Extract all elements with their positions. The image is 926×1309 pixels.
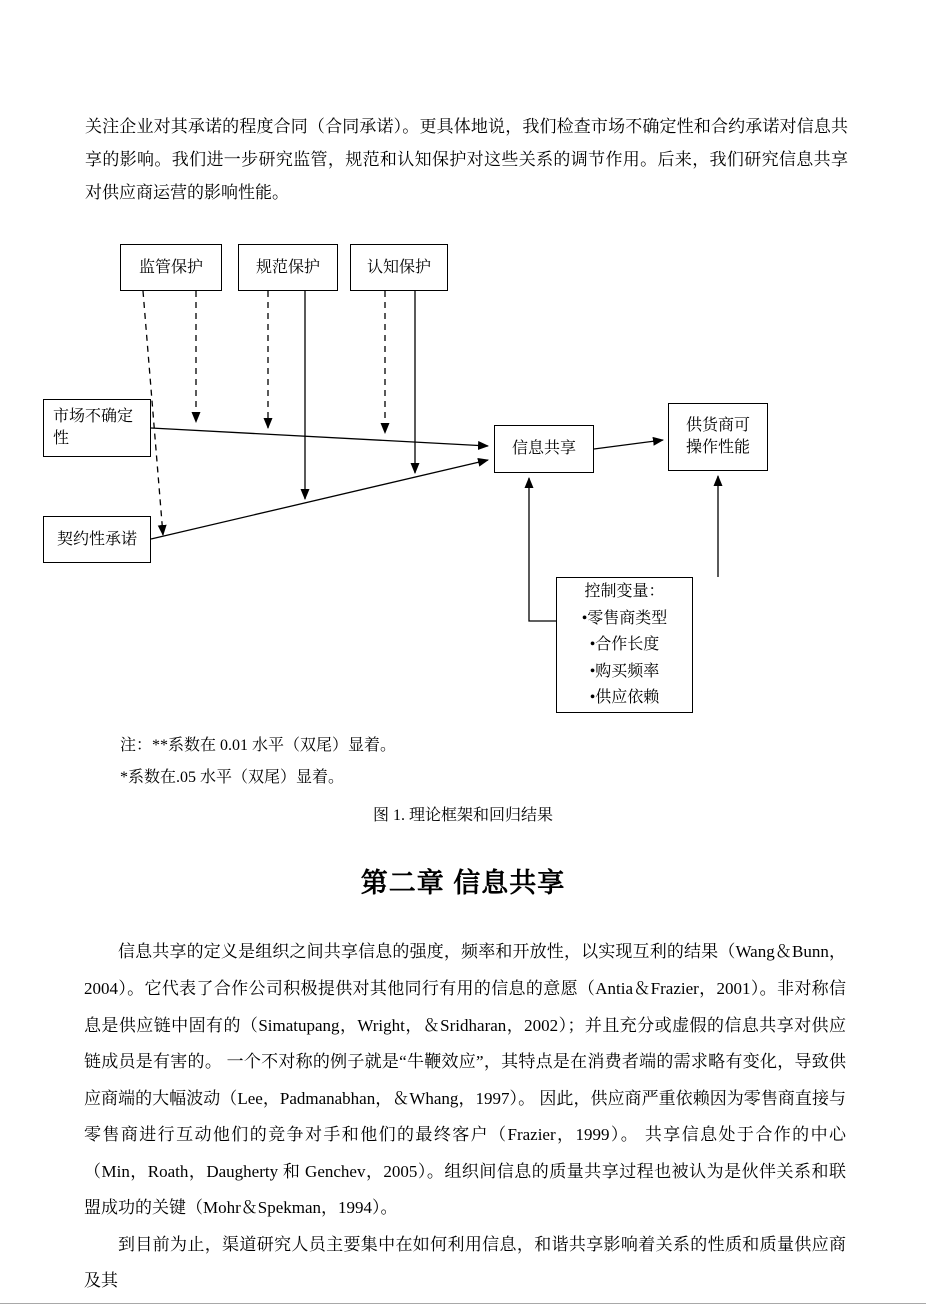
figure-notes: [0, 730, 926, 794]
arrow-contract-to-information-sharing: [151, 460, 488, 539]
box-label: 信息共享: [511, 440, 576, 458]
figure-diagram: [0, 229, 926, 716]
control-variable-item: •合作长度: [589, 636, 660, 654]
control-variable-item: •零售商类型: [581, 609, 668, 627]
intro-paragraph: 关注企业对其承诺的程度合同（合同承诺）。更具体地说，我们检查市场不确定性和合约承诺对信息共享的影响。我们进一步研究监管，规范和认知保护对这些关系的调节作用。后来，我们研究信息共享对供应商运营的影响性能。: [85, 117, 848, 203]
box-information-sharing: [494, 425, 594, 473]
arrow-information-to-supplier-performance: [594, 440, 663, 449]
box-label: 监管保护: [138, 258, 203, 276]
box-label: 操作性能: [685, 439, 750, 457]
box-contractual-commitment: [43, 516, 151, 563]
box-market-uncertainty: [43, 399, 151, 457]
chapter-heading: 第二章 信息共享: [360, 868, 566, 899]
box-regulatory-protection: [120, 244, 222, 291]
box-supplier-performance: [668, 403, 768, 471]
control-variable-item: •购买频率: [589, 662, 660, 680]
note-significance-05: *系数在.05 水平（双尾）显着。: [120, 769, 345, 787]
figure-caption: 图 1. 理论框架和回归结果: [372, 807, 553, 825]
control-variables-title: 控制变量：: [584, 583, 665, 601]
box-cognitive-protection: [350, 244, 448, 291]
note-significance-01: 注：**系数在 0.01 水平（双尾）显着。: [120, 737, 397, 755]
box-label: 市场不确定: [53, 408, 134, 426]
body-paragraph-2: 到目前为止，渠道研究人员主要集中在如何利用信息，和谐共享影响着关系的性质和质量供应商及其: [84, 1234, 846, 1291]
arrow-controls-to-information-sharing: [529, 478, 556, 621]
box-label: 认知保护: [366, 258, 431, 276]
arrow-market-to-information-sharing: [151, 428, 488, 446]
box-label: 契约性承诺: [56, 530, 137, 548]
box-normative-protection: [238, 244, 338, 291]
control-variable-item: •供应依赖: [589, 689, 660, 706]
box-label: 性: [53, 430, 70, 448]
box-control-variables: [556, 577, 693, 713]
body-paragraph-1: 信息共享的定义是组织之间共享信息的强度，频率和开放性，以实现互利的结果（Wang＆Bunn，2004）。它代表了合作公司积极提供对其他同行有用的信息的意愿（Antia＆Frazier，2001）。非对称信息是供应链中固有的（Simatupang，Wright，＆Sridharan，2002）；并且充分或虚假的信息共享对供应链成员是有害的。 一个不对称的例子就是“牛鞭效应”，其特点是在消费者端的需求略有变化，导致供应商端的大幅波动（Lee，Padmanabhan，＆Whang，1997）。 因此，供应商严重依赖因为零售商直接与零售商进行互动他们的竞争对手和他们的最终客户（Frazier，1999）。 共享信息处于合作的中心（Min，Roath，Daugherty 和 Genchev，2005）。组织间信息的质量共享过程也被认为是伙伴关系和联盟成功的关键（Mohr＆Spekman，1994）。: [84, 942, 846, 1218]
page-bottom-edge: [0, 1303, 926, 1304]
box-label: 供货商可: [685, 417, 750, 435]
box-label: 规范保护: [255, 258, 320, 276]
diagram-arrows: [0, 229, 926, 716]
